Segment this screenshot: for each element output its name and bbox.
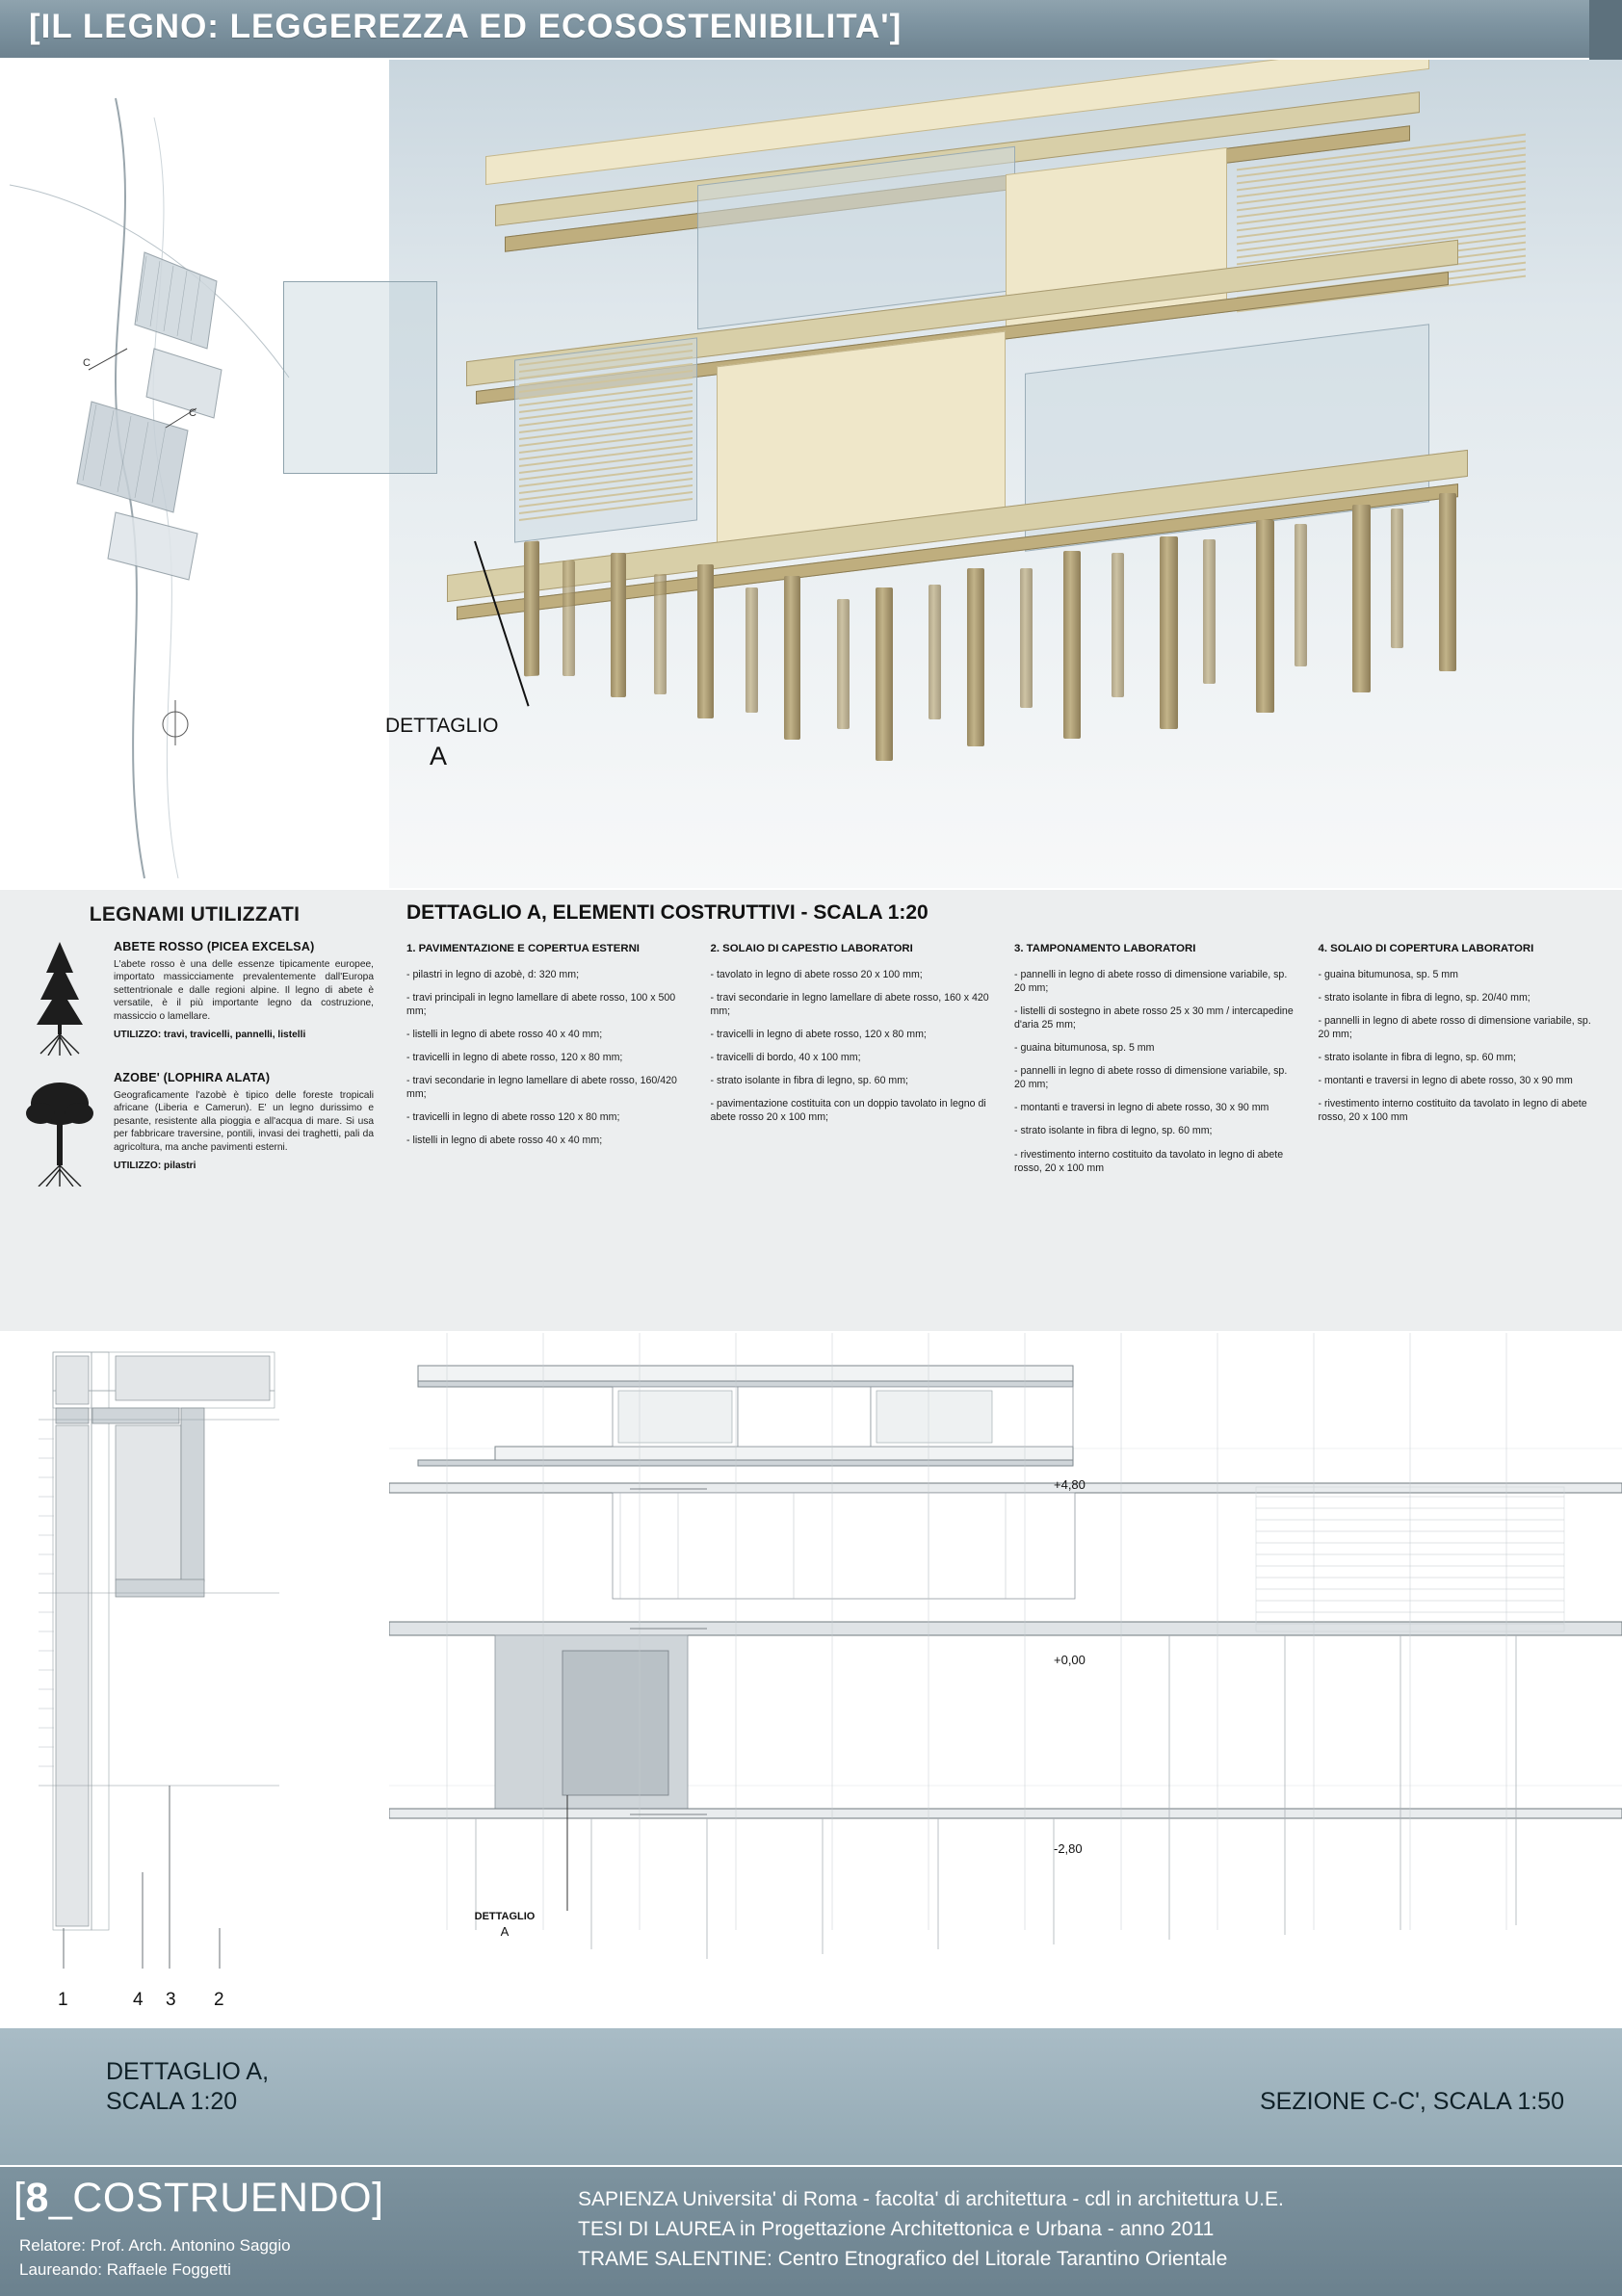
detail-item: - travicelli di bordo, 40 x 100 mm; — [710, 1052, 861, 1064]
detail-item: - listelli di sostegno in abete rosso 25 x 30 mm / intercapedine d'aria 25 mm; — [1014, 1004, 1294, 1031]
brand-number: 8 — [25, 2175, 49, 2221]
detail-a-callout-label: DETTAGLIO — [385, 715, 499, 737]
detail-item: - pannelli in legno di abete rosso di dimensione variabile, sp. 20 mm; — [1014, 1065, 1288, 1091]
detail-item: - travicelli in legno di abete rosso, 120 x 80 mm; — [406, 1052, 623, 1064]
pile-column — [524, 541, 539, 677]
level-label: +4,80 — [1054, 1477, 1086, 1492]
pile-column — [1112, 553, 1124, 697]
section-detail-label: DETTAGLIO — [474, 1911, 536, 1922]
detail-column-heading: 3. TAMPONAMENTO LABORATORI — [1014, 943, 1196, 954]
drawings-band — [0, 1331, 1622, 2026]
site-plan-drawing — [0, 60, 389, 888]
relatore-line: Relatore: Prof. Arch. Antonino Saggio — [19, 2236, 291, 2255]
detail-columns — [406, 942, 1605, 1185]
legnami-title: LEGNAMI UTILIZZATI — [89, 903, 301, 926]
detail-item: - travi secondarie in legno lamellare di abete rosso, 160/420 mm; — [406, 1075, 677, 1101]
project-brand — [13, 2175, 384, 2222]
pile-column — [1352, 505, 1371, 692]
detail-item: - pavimentazione costituita con un doppio tavolato in legno di abete rosso 20 x 100 mm; — [710, 1098, 986, 1124]
plan-number-labels — [0, 1990, 389, 2015]
species-description: L'abete rosso è una delle essenze tipicamente europee, importato massicciamente prevalentemente dall'Europa settentrionale e dalle regioni alpine. Il legno di abete è versatile, è il più importante legno da costruzione, massiccio o lamellare. — [114, 959, 374, 1022]
detail-column-heading: 4. SOLAIO DI COPERTURA LABORATORI — [1318, 943, 1534, 954]
pile-column — [876, 587, 893, 761]
spruce-tree-icon — [15, 940, 104, 1056]
section-detail-letter: A — [500, 1924, 510, 1939]
detail-item: - listelli in legno di abete rosso 40 x 40 mm; — [406, 1135, 603, 1147]
pile-column — [562, 561, 575, 676]
materials-and-details-band — [0, 888, 1622, 1331]
plan-number: 4 — [133, 1990, 144, 2010]
pile-column — [611, 553, 626, 697]
plan-number: 1 — [58, 1990, 68, 2010]
pile-column — [784, 576, 800, 740]
svg-text:C: C — [189, 407, 196, 419]
detail-item: - rivestimento interno costituito da tavolato in legno di abete rosso, 20 x 100 mm — [1014, 1148, 1284, 1174]
section-detail-a-callout — [447, 1911, 562, 1939]
detail-a-title: DETTAGLIO A, ELEMENTI COSTRUTTIVI - SCALA 1:20 — [406, 901, 929, 924]
species-text — [114, 940, 374, 1056]
pile-column — [1439, 493, 1456, 671]
species-use: UTILIZZO: travi, travicelli, pannelli, listelli — [114, 1030, 306, 1041]
detail-column-heading: 1. PAVIMENTAZIONE E COPERTUA ESTERNI — [406, 943, 640, 954]
detail-column-1 — [406, 942, 693, 1185]
school-line-1: SAPIENZA Universita' di Roma - facolta' di architettura - cdl in architettura U.E. — [578, 2188, 1284, 2210]
legnami-panel — [0, 890, 389, 1333]
title-bar-end-block — [1589, 0, 1622, 60]
hero-render-area — [0, 60, 1622, 888]
species-row — [15, 1071, 374, 1187]
site-plan-svg — [0, 60, 389, 888]
plan-caption — [106, 2057, 269, 2118]
pile-column — [1203, 539, 1216, 684]
detail-item: - pilastri in legno di azobè, d: 320 mm; — [406, 968, 580, 980]
detail-item: - travicelli in legno di abete rosso, 120 x 80 mm; — [710, 1029, 927, 1041]
detail-item: - strato isolante in fibra di legno, sp. 60 mm; — [1014, 1125, 1213, 1137]
plan-caption-line2: SCALA 1:20 — [106, 2088, 238, 2116]
svg-text:C: C — [83, 357, 91, 369]
detail-column-heading: 2. SOLAIO DI CAPESTIO LABORATORI — [710, 943, 913, 954]
detail-item: - rivestimento interno costituito da tavolato in legno di abete rosso, 20 x 100 mm — [1318, 1098, 1587, 1124]
credits-block — [19, 2234, 291, 2282]
brand-bracket: [ — [13, 2175, 26, 2221]
section-cc-drawing — [389, 1333, 1622, 2028]
plan-number: 3 — [166, 1990, 176, 2010]
pile-column — [1391, 509, 1403, 648]
pile-column — [697, 564, 714, 718]
poster-footer — [0, 2165, 1622, 2296]
species-name: ABETE ROSSO (PICEA EXCELSA) — [114, 940, 315, 953]
laureando-line: Laureando: Raffaele Foggetti — [19, 2259, 231, 2279]
detail-a-plan-svg — [0, 1333, 389, 2007]
detail-item: - strato isolante in fibra di legno, sp. 20/40 mm; — [1318, 991, 1530, 1004]
plan-caption-line1: DETTAGLIO A, — [106, 2058, 270, 2085]
detail-item: - tavolato in legno di abete rosso 20 x 100 mm; — [710, 968, 923, 980]
detail-item: - montanti e traversi in legno di abete rosso, 30 x 90 mm — [1014, 1102, 1269, 1114]
brand-name: _COSTRUENDO] — [48, 2175, 384, 2221]
azobe-tree-icon — [15, 1071, 104, 1187]
poster-title-bar — [0, 0, 1622, 60]
detail-a-plan-drawing — [0, 1333, 389, 2028]
species-row — [15, 940, 374, 1056]
detail-item: - guaina bitumunosa, sp. 5 mm — [1318, 968, 1458, 980]
detail-item: - travi secondarie in legno lamellare di abete rosso, 160 x 420 mm; — [710, 991, 989, 1017]
school-line-2: TESI DI LAUREA in Progettazione Architettonica e Urbana - anno 2011 — [578, 2218, 1215, 2241]
axonometric-building-render — [389, 60, 1622, 888]
detail-item: - guaina bitumunosa, sp. 5 mm — [1014, 1042, 1155, 1055]
pile-column — [1256, 520, 1274, 713]
detail-a-highlight-box — [283, 281, 437, 474]
school-line-3: TRAME SALENTINE: Centro Etnografico del Litorale Tarantino Orientale — [578, 2248, 1228, 2271]
detail-item: - strato isolante in fibra di legno, sp. 60 mm; — [1318, 1052, 1516, 1064]
plan-number: 2 — [214, 1990, 224, 2010]
school-block — [578, 2184, 1284, 2274]
detail-item: - montanti e traversi in legno di abete rosso, 30 x 90 mm — [1318, 1075, 1573, 1087]
detail-a-callout-letter: A — [430, 742, 448, 770]
detail-item: - travi principali in legno lamellare di abete rosso, 100 x 500 mm; — [406, 991, 676, 1017]
pile-column — [837, 599, 850, 729]
detail-column-4 — [1319, 942, 1606, 1185]
page-title: [IL LEGNO: LEGGEREZZA ED ECOSOSTENIBILITA'] — [29, 8, 903, 45]
pile-column — [746, 587, 758, 713]
pile-column — [929, 585, 941, 719]
pile-column — [1063, 551, 1081, 739]
pile-column — [1020, 568, 1033, 708]
level-label: -2,80 — [1054, 1841, 1083, 1856]
species-text — [114, 1071, 374, 1187]
detail-a-callout — [385, 715, 498, 771]
pile-column — [1295, 524, 1307, 666]
detail-item: - strato isolante in fibra di legno, sp. 60 mm; — [710, 1075, 908, 1087]
species-name: AZOBE' (LOPHIRA ALATA) — [114, 1071, 271, 1084]
detail-item: - pannelli in legno di abete rosso di dimensione variabile, sp. 20 mm; — [1014, 968, 1288, 994]
detail-item: - pannelli in legno di abete rosso di dimensione variabile, sp. 20 mm; — [1318, 1014, 1591, 1041]
detail-column-2 — [711, 942, 998, 1185]
detail-item: - travicelli in legno di abete rosso 120 x 80 mm; — [406, 1111, 620, 1124]
caption-band — [0, 2026, 1622, 2165]
section-cc-svg — [389, 1333, 1622, 2007]
section-caption: SEZIONE C-C', SCALA 1:50 — [1260, 2088, 1564, 2115]
level-label: +0,00 — [1054, 1653, 1086, 1667]
species-use: UTILIZZO: pilastri — [114, 1161, 196, 1172]
pile-column — [654, 574, 667, 694]
detail-a-elements-panel — [389, 890, 1622, 1333]
pile-column — [1160, 536, 1178, 729]
species-description: Geograficamente l'azobè è tipico delle foreste tropicali africane (Liberia e Camerun). E' un legno durissimo e pesante, resistente alla pioggia e all'acqua di mare. Si usa per fabbricare traversine, pontili, invasi dei traghetti, pali da agricoltura, ma anche pavimenti esterni. — [114, 1090, 374, 1153]
louver-screen-left — [519, 343, 693, 537]
detail-column-3 — [1014, 942, 1301, 1185]
pile-column — [967, 568, 984, 746]
detail-item: - listelli in legno di abete rosso 40 x 40 mm; — [406, 1029, 603, 1041]
